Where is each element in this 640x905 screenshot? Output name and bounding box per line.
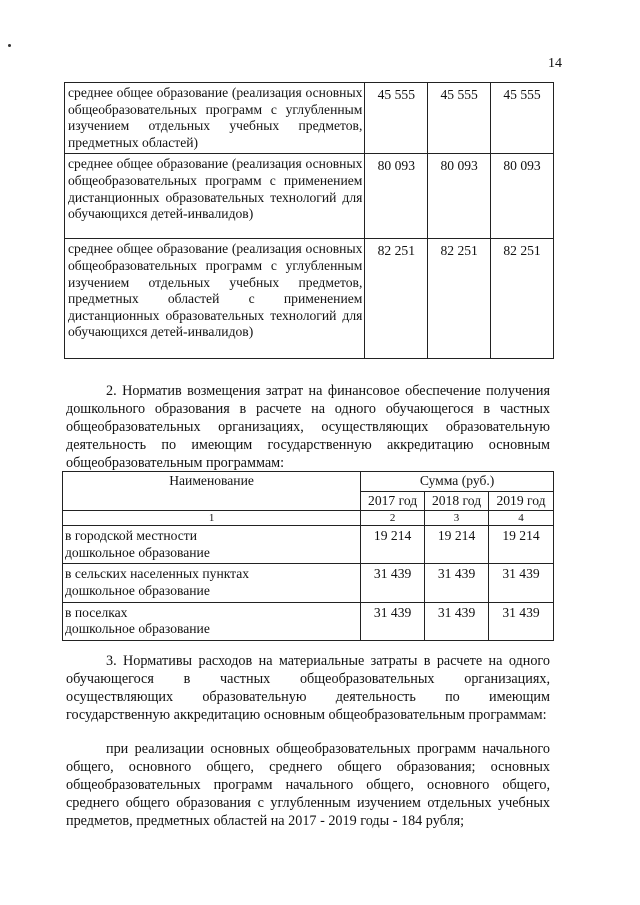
value-2017: 82 251: [365, 239, 428, 359]
row-description: [63, 602, 361, 640]
table-row: [65, 239, 554, 359]
header-sum: Сумма (руб.): [361, 472, 554, 492]
table-row: [65, 83, 554, 154]
value-2018: 31 439: [425, 564, 489, 602]
value-2017: 19 214: [361, 526, 425, 564]
table-row: [63, 564, 554, 602]
value-2017: 31 439: [361, 602, 425, 640]
value-2019: 31 439: [489, 564, 554, 602]
value-2018: 31 439: [425, 602, 489, 640]
table-header-row: [63, 472, 554, 492]
row-description: [63, 564, 361, 602]
header-year-2017: 2017 год: [361, 491, 425, 511]
column-number: 3: [425, 511, 489, 526]
value-2018: 82 251: [428, 239, 491, 359]
table-row: [63, 602, 554, 640]
value-2017: 45 555: [365, 83, 428, 154]
value-2019: 45 555: [491, 83, 554, 154]
paragraph-4: при реализации основных общеобразовательных программ начального общего, основного общего, среднего общего образования; основных общеобразовательных программ начального общего, основного общего, среднего общего образования с углубленным изучением отдельных учебных предметов, предметных областей на 2017 - 2019 годы - 184 рубля;: [66, 741, 550, 829]
page-number: 14: [548, 56, 562, 71]
header-year-2018: 2018 год: [425, 491, 489, 511]
row-description: среднее общее образование (реализация основных общеобразовательных программ с применением дистанционных образовательных технологий для обучающихся детей-инвалидов): [65, 154, 365, 239]
row-location: в сельских населенных пунктах: [65, 566, 250, 582]
table-row: [63, 526, 554, 564]
value-2018: 80 093: [428, 154, 491, 239]
scan-speck: [8, 44, 11, 47]
row-location: в поселках: [65, 604, 128, 620]
row-education-level: дошкольное образование: [65, 544, 210, 560]
row-location: в городской местности: [65, 528, 197, 544]
row-description: [63, 526, 361, 564]
paragraph-3: 3. Нормативы расходов на материальные затраты в расчете на одного обучающегося в частных общеобразовательных организациях, осуществляющих образовательную деятельность по имеющим государственную аккредитацию основным общеобразовательным программам:: [66, 653, 550, 723]
row-education-level: дошкольное образование: [65, 621, 210, 637]
value-2017: 80 093: [365, 154, 428, 239]
column-number: 2: [361, 511, 425, 526]
header-name: Наименование: [63, 472, 361, 511]
value-2018: 45 555: [428, 83, 491, 154]
value-2017: 31 439: [361, 564, 425, 602]
preschool-normatives-table: [62, 471, 554, 641]
value-2019: 80 093: [491, 154, 554, 239]
row-description: среднее общее образование (реализация основных общеобразовательных программ с углубленным изучением отдельных учебных предметов, предметных областей с применением дистанционных образовательных технологий для обучающихся детей-инвалидов): [65, 239, 365, 359]
value-2019: 19 214: [489, 526, 554, 564]
normatives-table-continued: [64, 82, 554, 359]
column-number: 4: [489, 511, 554, 526]
row-description: среднее общее образование (реализация основных общеобразовательных программ с углубленным изучением отдельных учебных предметов, предметных областей): [65, 83, 365, 154]
table-row: [65, 154, 554, 239]
value-2019: 31 439: [489, 602, 554, 640]
paragraph-2: 2. Норматив возмещения затрат на финансовое обеспечение получения дошкольного образования в расчете на одного обучающегося в частных общеобразовательных организациях, осуществляющих образовательную деятельность по имеющим государственную аккредитацию основным общеобразовательным программам:: [66, 383, 550, 471]
header-year-2019: 2019 год: [489, 491, 554, 511]
value-2019: 82 251: [491, 239, 554, 359]
row-education-level: дошкольное образование: [65, 582, 210, 598]
column-number: 1: [63, 511, 361, 526]
column-numbers-row: [63, 511, 554, 526]
value-2018: 19 214: [425, 526, 489, 564]
